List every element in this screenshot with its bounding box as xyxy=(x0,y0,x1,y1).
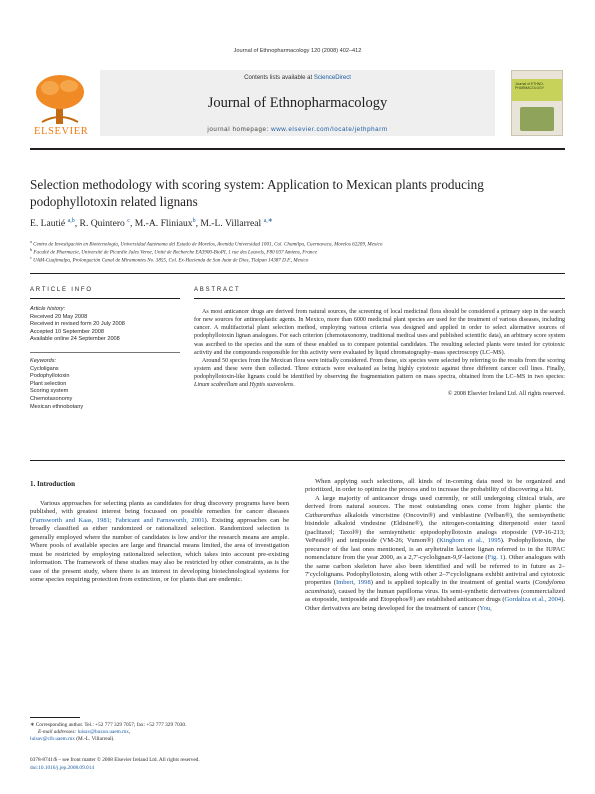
masthead xyxy=(30,70,565,142)
abstract-text: and xyxy=(237,382,250,389)
cover-title: Journal of ETHNO-PHARMACOLOGY xyxy=(515,82,545,90)
body-text: ). Other analogues with the same carbon skeleton have also been identified and will be referred to in future as 2–7′cyclolignans. Podophyllotoxin, along with other 2–7′cyclolignans exhibit antiviral and cytotoxic properties ( xyxy=(305,554,565,587)
contents-prefix: Contents lists available at xyxy=(244,75,314,81)
abstract-label: ABSTRACT xyxy=(194,287,241,293)
corresponding-author-footnote xyxy=(30,722,290,743)
citation-link[interactable]: You, xyxy=(479,604,492,612)
running-head: Journal of Ethnopharmacology 120 (2008) 402–412 xyxy=(233,48,362,54)
section-heading: 1. Introduction xyxy=(30,480,75,488)
article-history xyxy=(30,306,180,344)
history-entry: Available online 24 September 2008 xyxy=(30,336,120,343)
body-text: ), caused by the human papilloma virus. Its semi-synthetic derivatives (commercialized as etoposide, teniposide and Etopophos®) are established anticancer drugs ( xyxy=(305,587,565,604)
body-paragraph xyxy=(305,495,565,613)
taxon-name: Condyloma acuminata xyxy=(305,579,566,595)
abstract-paragraph xyxy=(194,357,565,390)
footnote-emails xyxy=(30,736,290,743)
affiliation-sup: b xyxy=(30,247,33,252)
keyword: Scoring system xyxy=(30,388,69,395)
footnote-text: ∗ Corresponding author. Tel.: +52 777 329 7057; fax: +52 777 329 7030. xyxy=(30,722,187,728)
journal-homepage xyxy=(100,126,495,133)
keyword: Plant selection xyxy=(30,380,67,387)
author-list: E. Lautié $^{a,b}$, R. Quintero $^c$, M.-A. Fliniaux$^b$, M.-L. Villarreal $^{a,∗}$ xyxy=(30,218,273,230)
history-label: Article history: xyxy=(30,306,66,312)
body-text: ). Podophyllotoxin, the precursor of the last ones mentioned, is an aryltetralin lactone lignan referred to in the IUPAC nomenclature from the year 2000, as a 2,7′-cyclolignan-9,9′-lactone ( xyxy=(305,537,565,562)
citation-link[interactable]: Imbert, 1998 xyxy=(335,579,371,587)
species-name: Hyptis suaveolens xyxy=(249,382,294,389)
journal-banner xyxy=(100,70,495,136)
section-rule xyxy=(30,273,565,274)
body-paragraph xyxy=(30,500,289,585)
cover-image xyxy=(520,107,554,131)
article-info-label: ARTICLE INFO xyxy=(30,287,93,293)
figure-link[interactable]: Fig. 1 xyxy=(487,554,504,562)
email-separator: , xyxy=(128,729,131,735)
body-text: alkaloids vincristine (Oncovin®) and vinblastine (Velban®), the semisynthetic bisindole alkaloid vindesine (Eldisine®), the nitrogen-containing diterpenoid ester taxol (paclitaxel; Taxol®) the semisynthetic epipodophyllotoxin analogs etoposide (VP-16-213; VePesid®) and teniposide (VM-26; Vumon®) ( xyxy=(305,511,565,545)
email-owner: (M.-L. Villarreal). xyxy=(74,736,115,742)
author-name: M.-A. Fliniaux xyxy=(134,218,193,230)
keywords-label: Keywords: xyxy=(30,358,57,364)
abstract-rule xyxy=(194,298,565,299)
affiliation xyxy=(30,254,565,265)
homepage-prefix: journal homepage: xyxy=(207,126,272,133)
footnote-emails xyxy=(30,729,290,736)
abstract-paragraph: As most anticancer drugs are derived from natural sources, the screening of local medicinal flora should be considered a primary step in the search for new sources for antineoplastic agents. In Mexico, more than 6000 medicinal plant species are used for the treatment of various diseases, including cancer. A multifactorial plant selection method, employing various criteria was designed and applied in order to select alternative sources of podophyllotoxin lignan analogues. For each criterion (chemotaxonomy, traditional medical uses and published scientific data), an arbitrary score system was ascribed to the species and the sum of these enabled us to compare potential candidates. The resulting selected plants were tested for cytotoxic activity and the compounds responsible for this activity were evaluated by liquid chromatography–mass spectroscopy (LC–MS). xyxy=(194,309,565,356)
doi-link[interactable]: doi:10.1016/j.jep.2008.09.014 xyxy=(30,765,95,771)
masthead-rule xyxy=(30,148,565,150)
citation-link[interactable]: Kinghorn et al., 1995 xyxy=(439,537,501,545)
abstract-copyright: © 2008 Elsevier Ireland Ltd. All rights reserved. xyxy=(447,390,565,397)
body-column-right xyxy=(305,478,565,613)
affiliation-sup: a xyxy=(30,239,32,244)
email-label: E-mail addresses: xyxy=(38,729,78,735)
author-affil-sup[interactable]: a,∗ xyxy=(263,218,273,224)
body-text: ). Existing approaches can be broadly classified as either randomized or rationalized selection. Randomized selection is generally employed where the number of candidates is low and/or the research means are ample. Where pools of available species are large and financial means limited, the area of investigation must be restricted by employing rationalized selection, which takes into account pre-existing information. The framework of these studies may also be restricted by other constraints, as is the case of the present study, where there is an interest in developing biotechnological systems for some species requiring protection from extinction, or for plants that are endemic. xyxy=(30,516,289,584)
body-text: ) and is applied topically in the treatment of genital warts ( xyxy=(370,579,535,587)
history-entry: Received 20 May 2008 xyxy=(30,313,88,320)
info-rule xyxy=(30,298,180,299)
abstract-text: Around 50 species from the Mexican flora were initially considered. From these, six species were selected by referring to the results from the scoring system and these were then collected. Three extracts were evaluated as being highly cytotoxic against three different cancer cell lines. Finally, podophyllotoxin-like lignans could be identified by observing the fragmentation pattern on mass spectra, obtained from the LC–MS in two species: xyxy=(194,357,565,381)
author-affil-sup[interactable]: a,b xyxy=(67,218,75,224)
author-affil-sup[interactable]: b xyxy=(192,218,196,224)
author-name: E. Lautié xyxy=(30,218,66,230)
taxon-name: Catharanthus xyxy=(305,511,342,519)
keyword: Podophyllotoxin xyxy=(30,373,70,380)
affiliation-text: Centro de Investigación en Biotecnología, Universidad Autónoma del Estado de Morelos, Avenida Universidad 1001, Col. Chamilpa, Cuernavaca, Morelos 62209, Mexico xyxy=(33,241,383,248)
author-name: R. Quintero xyxy=(79,218,125,230)
issn-line: 0378-8741/$ – see front matter © 2008 Elsevier Ireland Ltd. All rights reserved. xyxy=(30,757,200,763)
body-text: Various approaches for selecting plants as candidates for drug discovery programs have been published, with greatest interest being focussed on possible remedies for cancer diseases ( xyxy=(30,500,289,524)
history-entry: Received in revised form 20 July 2008 xyxy=(30,321,125,328)
species-name: Linum scabrellum xyxy=(194,382,238,389)
affiliation-text: Faculté de Pharmacie, Université de Picardie Jules Verne, Unité de Recherche EA3900-BioPI, 1 rue des Louvels, F80 037 Amiens, France xyxy=(33,249,317,256)
keyword: Mexican ethnobotany xyxy=(30,403,84,410)
body-paragraph: When applying such selections, all kinds of in-coming data need to be organized and prioritized, in order to optimize the process and to increase the probability of discovering a hit. xyxy=(305,478,565,494)
email-link[interactable]: luisav@buzon.uaem.mx xyxy=(77,729,129,735)
keyword: Cycloligans xyxy=(30,365,59,372)
author-affil-sup[interactable]: c xyxy=(127,218,130,224)
abstract-end-rule xyxy=(30,460,565,461)
author-name: M.-L. Villarreal xyxy=(200,218,262,230)
citation-link[interactable]: Gordaliza et al., 2004 xyxy=(504,596,562,604)
affiliation-sup: c xyxy=(30,255,32,260)
abstract-text: . xyxy=(293,382,295,389)
email-link[interactable]: luisav@cib.uaem.mx xyxy=(30,736,75,742)
homepage-link[interactable]: www.elsevier.com/locate/jethpharm xyxy=(271,126,388,133)
affiliation-text: UAM-Cuajimalpa, Prolongación Canal de Miramontes No. 3855, Col. Ex-Hacienda de San Juan de Dios, Tlalpan 14387 D.F., Mexico xyxy=(33,257,309,264)
article-title: Selection methodology with scoring system: Application to Mexican plants producing podophyllotoxin related lignans xyxy=(30,177,484,209)
keyword: Chemotaxonomy xyxy=(30,395,73,402)
journal-title: Journal of Ethnopharmacology xyxy=(207,95,388,111)
body-text: ). Other derivatives are being developed for the treatment of cancer ( xyxy=(305,596,566,612)
body-text: A large majority of anticancer drugs used currently, or still undergoing clinical trials, are derived from natural sources. The most outstanding ones come from higher plants: the xyxy=(305,494,565,511)
abstract-body xyxy=(194,308,565,398)
body-column-left xyxy=(30,500,289,585)
publisher-name: ELSEVIER xyxy=(34,126,89,137)
sciencedirect-link[interactable]: ScienceDirect xyxy=(313,75,351,81)
citation-link[interactable]: Farnsworth and Kaas, 1981; Fabricant and Farnsworth, 2001 xyxy=(32,516,205,524)
journal-cover-thumbnail xyxy=(511,70,563,136)
history-entry: Accepted 10 September 2008 xyxy=(30,328,105,335)
keywords-block xyxy=(30,358,180,411)
contents-line xyxy=(100,75,495,81)
footnote-rule xyxy=(30,717,80,718)
